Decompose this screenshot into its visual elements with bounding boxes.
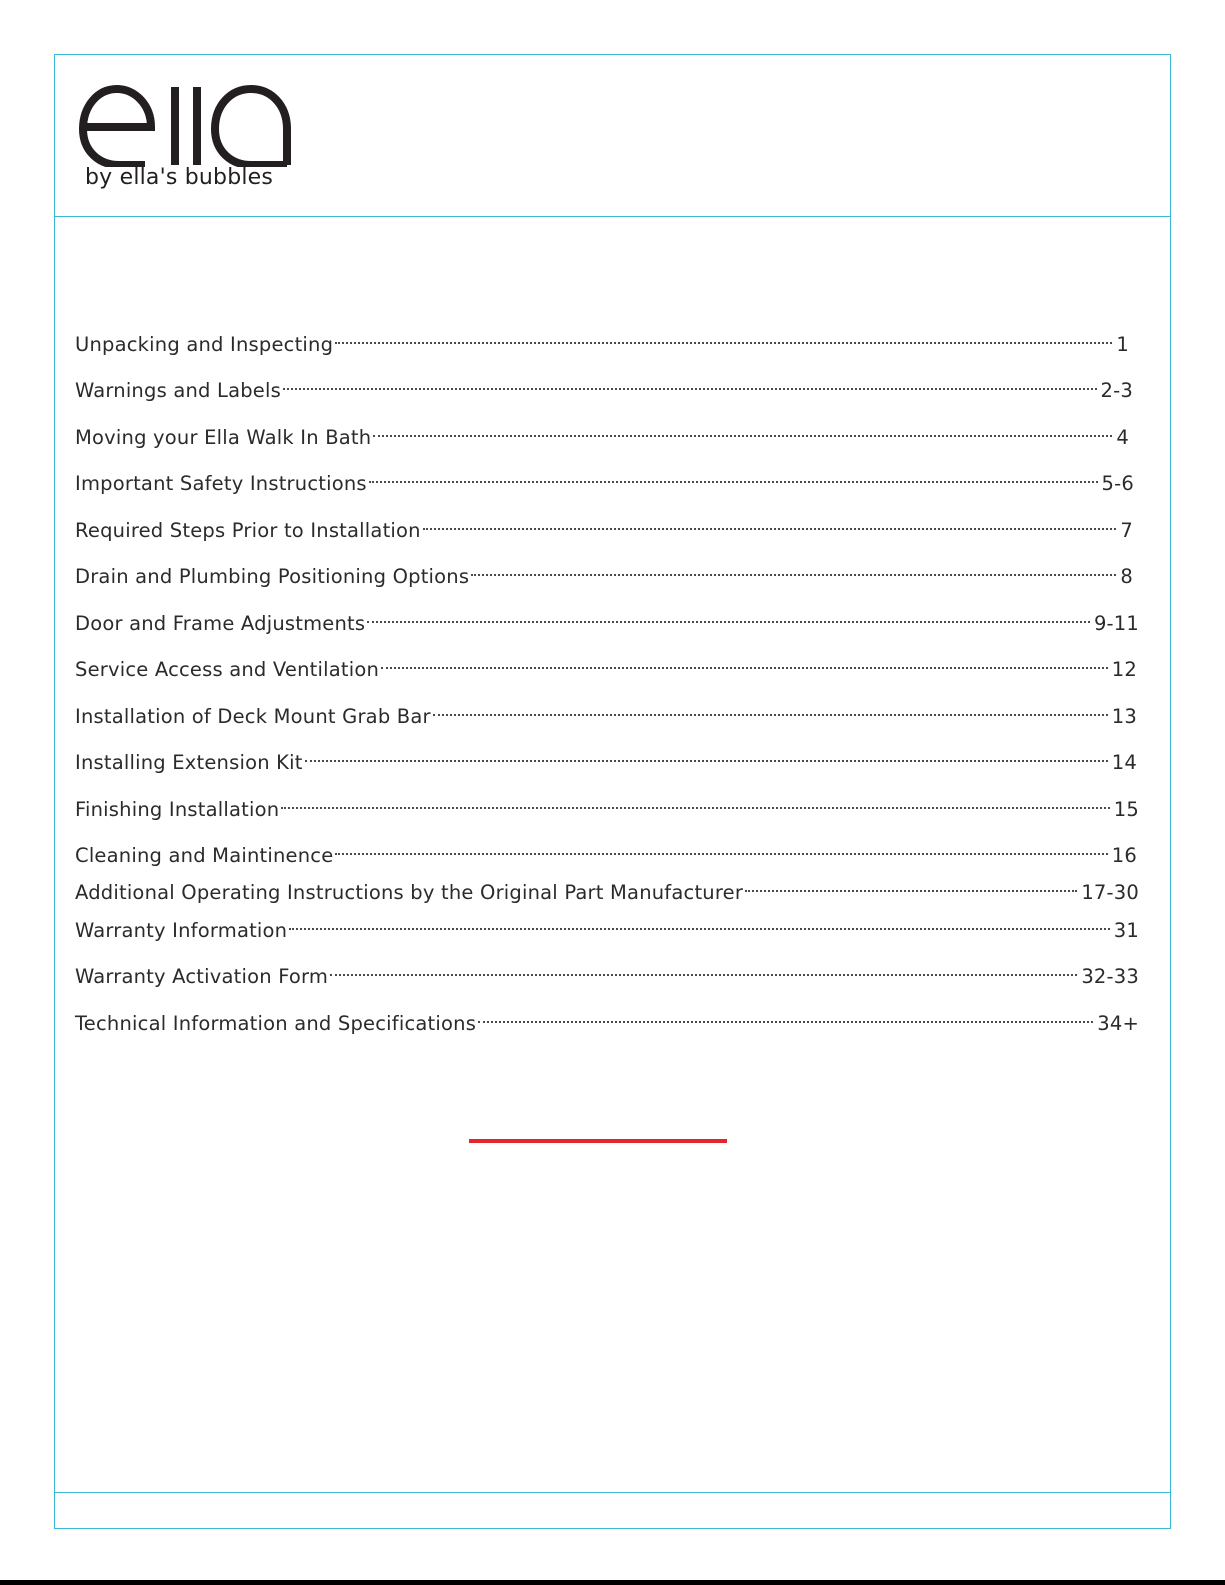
toc-leader-dots <box>381 648 1108 676</box>
toc-entry-page: 13 <box>1111 705 1137 728</box>
toc-entry-page: 8 <box>1120 565 1133 588</box>
toc-entry <box>75 323 1129 359</box>
toc-entry-title: Important Safety Instructions <box>75 472 367 495</box>
toc-entry-page: 17-30 <box>1081 881 1139 904</box>
toc-entry <box>75 834 1137 870</box>
toc-leader-dots <box>289 909 1110 937</box>
header-divider <box>55 216 1170 217</box>
toc-entry-title: Moving your Ella Walk In Bath <box>75 426 372 449</box>
toc-leader-dots <box>281 788 1110 816</box>
toc-entry <box>75 909 1139 945</box>
toc-entry <box>75 462 1134 498</box>
toc-entry-title: Service Access and Ventilation <box>75 658 380 681</box>
toc-leader-dots <box>330 955 1077 983</box>
ella-logo-mark <box>75 77 305 167</box>
toc-entry <box>75 741 1137 777</box>
toc-entry-page: 1 <box>1116 333 1129 356</box>
toc-entry-title: Warnings and Labels <box>75 379 281 402</box>
page-frame <box>54 54 1171 1529</box>
toc-leader-dots <box>367 602 1090 630</box>
toc-entry <box>75 555 1133 591</box>
toc-leader-dots <box>335 323 1112 351</box>
toc-entry-title: Finishing Installation <box>75 798 280 821</box>
toc-entry-title: Additional Operating Instructions by the Original Part Manufacturer <box>75 881 744 904</box>
toc-entry-title: Unpacking and Inspecting <box>75 333 334 356</box>
toc-entry-page: 32-33 <box>1081 965 1139 988</box>
toc-leader-dots <box>373 416 1112 444</box>
toc-entry-title: Door and Frame Adjustments <box>75 612 366 635</box>
toc-entry-page: 2-3 <box>1100 379 1133 402</box>
toc-entry-page: 16 <box>1111 844 1137 867</box>
toc-entry-page: 9-11 <box>1093 612 1139 635</box>
toc-leader-dots <box>423 509 1117 537</box>
toc-leader-dots <box>471 555 1116 583</box>
toc-leader-dots <box>433 695 1108 723</box>
toc-leader-dots <box>335 834 1107 862</box>
toc-leader-dots <box>369 462 1098 490</box>
toc-entry <box>75 955 1139 991</box>
toc-entry <box>75 1002 1139 1038</box>
toc-leader-dots <box>283 369 1097 397</box>
toc-leader-dots <box>478 1002 1093 1030</box>
brand-tagline: by ella's bubbles <box>85 165 274 190</box>
toc-entry-title: Technical Information and Specifications <box>75 1012 477 1035</box>
toc-entry-page: 31 <box>1113 919 1139 942</box>
footer-divider <box>55 1492 1170 1493</box>
toc-entry <box>75 602 1139 638</box>
toc-entry <box>75 648 1137 684</box>
toc-leader-dots <box>745 871 1077 899</box>
toc-entry-page: 15 <box>1113 798 1139 821</box>
toc-entry <box>75 416 1129 452</box>
toc-entry-page: 14 <box>1111 751 1137 774</box>
toc-leader-dots <box>305 741 1108 769</box>
toc-entry-title: Installing Extension Kit <box>75 751 303 774</box>
bottom-edge-bar <box>0 1580 1225 1585</box>
toc-entry-page: 7 <box>1120 519 1133 542</box>
toc-entry-page: 12 <box>1111 658 1137 681</box>
toc-entry-title: Warranty Activation Form <box>75 965 329 988</box>
toc-entry <box>75 695 1137 731</box>
toc-entry <box>75 871 1139 907</box>
table-of-contents <box>75 323 1139 1043</box>
accent-rule <box>469 1139 727 1143</box>
toc-entry <box>75 369 1133 405</box>
toc-entry <box>75 509 1133 545</box>
toc-entry-title: Installation of Deck Mount Grab Bar <box>75 705 431 728</box>
toc-entry <box>75 788 1139 824</box>
toc-entry-page: 5-6 <box>1101 472 1134 495</box>
toc-entry-page: 34+ <box>1097 1012 1139 1035</box>
toc-entry-title: Required Steps Prior to Installation <box>75 519 421 542</box>
toc-entry-title: Drain and Plumbing Positioning Options <box>75 565 470 588</box>
toc-entry-page: 4 <box>1116 426 1129 449</box>
toc-entry-title: Cleaning and Maintinence <box>75 844 334 867</box>
toc-entry-title: Warranty Information <box>75 919 288 942</box>
